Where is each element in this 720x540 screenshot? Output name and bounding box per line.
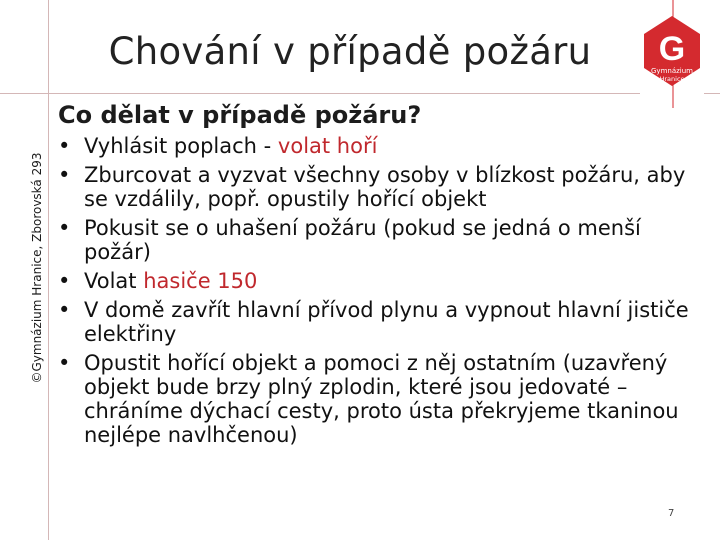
logo-line1: Gymnázium: [651, 67, 693, 75]
list-item: [58, 351, 708, 447]
list-item-text: Pokusit se o uhašení požáru (pokud se jedná o menší požár): [84, 216, 641, 264]
list-item-highlight: volat hoří: [277, 134, 378, 158]
list-item: [58, 298, 708, 346]
bullet-icon: •: [58, 134, 71, 158]
horizontal-rule: [0, 93, 720, 94]
list-item-highlight: hasiče 150: [143, 269, 258, 293]
logo-letter: G: [658, 30, 686, 68]
bullet-list: [58, 134, 708, 452]
logo-line2: Hranice: [659, 75, 685, 83]
bullet-icon: •: [58, 269, 71, 293]
list-item-text: Volat: [84, 269, 144, 293]
list-item-text: Vyhlásit poplach -: [84, 134, 278, 158]
list-item: [58, 269, 708, 293]
side-copyright-label: ©Gymnázium Hranice, Zborovská 293: [30, 152, 44, 384]
bullet-icon: •: [58, 216, 71, 240]
list-item-text: Opustit hořící objekt a pomoci z něj ostatním (uzavřený objekt bude brzy plný zplodin, které jsou jedovaté – chráníme dýchací cesty, proto ústa překryjeme tkaninou nejlépe navlhčenou): [84, 351, 679, 447]
list-item-text: Zburcovat a vyzvat všechny osoby v blízkost požáru, aby se vzdálily, popř. opustily hořící objekt: [84, 163, 686, 211]
list-item: [58, 216, 708, 264]
list-item: [58, 134, 708, 158]
list-item: [58, 163, 708, 211]
slide-title: Chování v případě požáru: [108, 30, 592, 73]
slide-subtitle: Co dělat v případě požáru?: [58, 101, 422, 129]
bullet-icon: •: [58, 351, 71, 375]
list-item-text: V domě zavřít hlavní přívod plynu a vypnout hlavní jističe elektřiny: [84, 298, 689, 346]
vertical-rule: [48, 0, 49, 540]
school-logo: [640, 0, 704, 108]
bullet-icon: •: [58, 298, 71, 322]
bullet-icon: •: [58, 163, 71, 187]
page-number: 7: [668, 508, 675, 519]
